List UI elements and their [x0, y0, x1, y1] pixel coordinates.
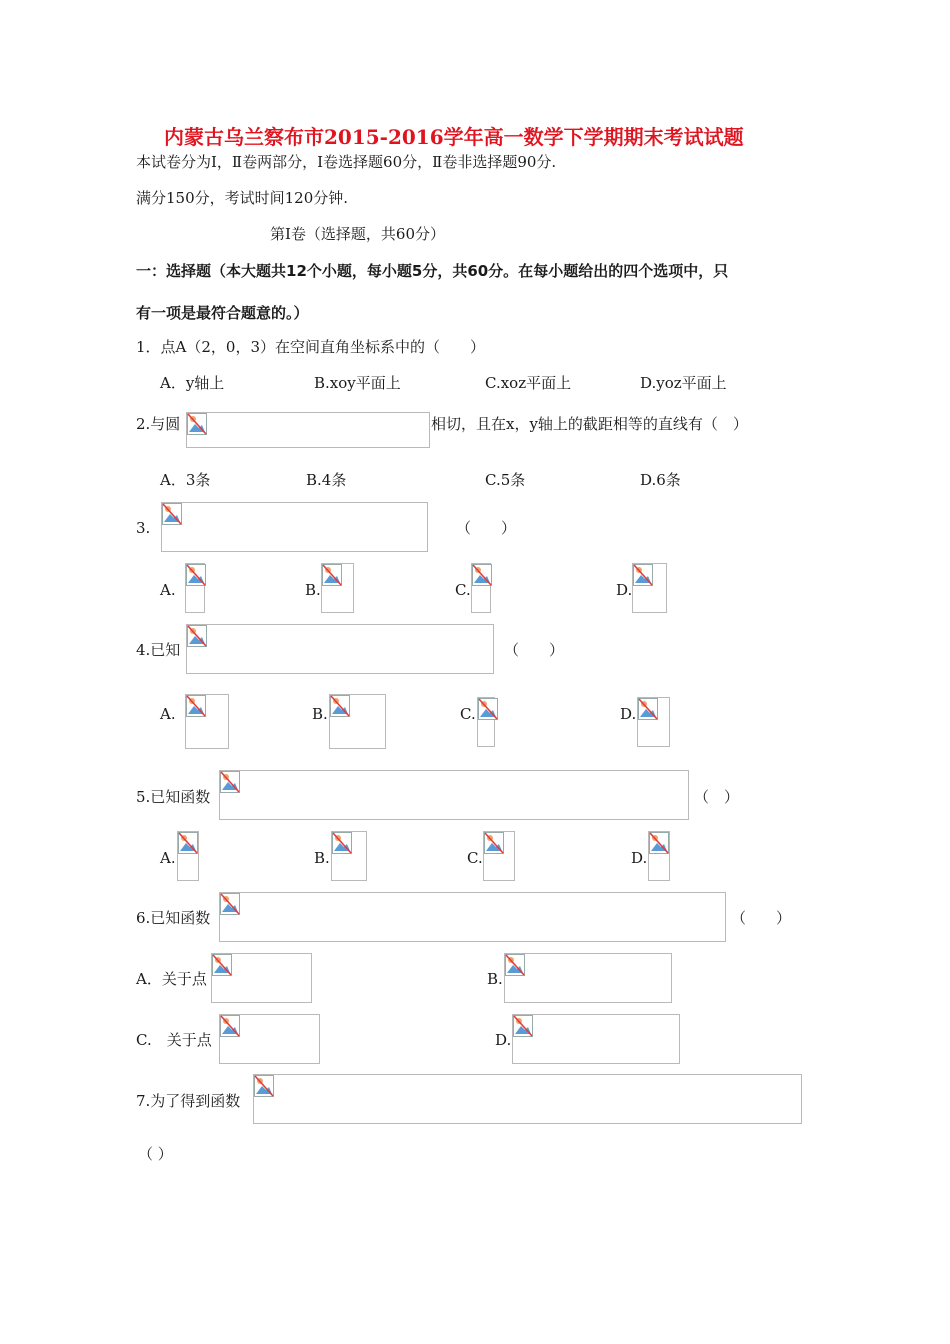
broken-image-icon [330, 695, 350, 717]
question-4-option-a-image [185, 694, 229, 749]
broken-image-icon [322, 564, 342, 586]
question-3-option-b-image [321, 563, 354, 613]
question-6-prefix: 6.已知函数 [136, 909, 211, 927]
broken-image-icon [178, 832, 198, 854]
broken-image-icon [220, 893, 240, 915]
broken-image-icon [478, 698, 498, 720]
question-4-option-c-image [477, 697, 495, 747]
question-6-option-c-image [219, 1014, 320, 1064]
question-6-formula-image [219, 892, 726, 942]
question-3-option-c: C. [455, 581, 471, 599]
question-1-option-a: A．y轴上 [160, 374, 225, 392]
question-6-option-d-image [512, 1014, 680, 1064]
question-2-option-c: C.5条 [485, 471, 526, 489]
question-2-prefix: 2.与圆 [136, 415, 181, 433]
question-1-option-c: C.xoz平面上 [485, 374, 572, 392]
broken-image-icon [505, 954, 525, 976]
question-4-prefix: 4.已知 [136, 641, 181, 659]
question-6-option-b: B. [487, 970, 503, 988]
question-3-option-a: A. [160, 581, 176, 599]
broken-image-icon [638, 698, 658, 720]
question-3-option-d: D. [616, 581, 633, 599]
question-5-option-b: B. [314, 849, 330, 867]
question-7-suffix: （ ） [138, 1145, 173, 1163]
question-6-option-b-image [504, 953, 672, 1003]
document-title: 内蒙古乌兰察布市2015-2016学年高一数学下学期期末考试试题 [164, 125, 744, 149]
section-heading-line-1: 一：选择题（本大题共12个小题，每小题5分，共60分。在每小题给出的四个选项中，只 [136, 262, 729, 280]
question-5-option-c-image [483, 831, 515, 881]
question-5-option-d: D. [631, 849, 648, 867]
question-3-suffix: （ ） [456, 519, 517, 537]
question-2-formula-image [186, 412, 430, 448]
question-4-formula-image [186, 624, 494, 674]
broken-image-icon [513, 1015, 533, 1037]
broken-image-icon [187, 625, 207, 647]
broken-image-icon [187, 413, 207, 435]
question-4-option-a: A. [160, 705, 176, 723]
question-5-option-c: C. [467, 849, 483, 867]
question-4-option-b-image [329, 694, 386, 749]
question-5-prefix: 5.已知函数 [136, 788, 211, 806]
question-3-option-c-image [471, 563, 491, 613]
question-5-option-b-image [331, 831, 367, 881]
question-5-suffix: （ ） [694, 788, 740, 806]
broken-image-icon [254, 1075, 274, 1097]
broken-image-icon [212, 954, 232, 976]
broken-image-icon [472, 564, 492, 586]
question-7-prefix: 7.为了得到函数 [136, 1092, 241, 1110]
section-heading-line-2: 有一项是最符合题意的。） [136, 304, 309, 322]
question-2-option-d: D.6条 [640, 471, 681, 489]
question-7-formula-image [253, 1074, 802, 1124]
question-3-option-a-image [185, 563, 205, 613]
broken-image-icon [186, 695, 206, 717]
broken-image-icon [162, 503, 182, 525]
question-5-option-d-image [648, 831, 670, 881]
broken-image-icon [633, 564, 653, 586]
question-4-suffix: （ ） [504, 641, 565, 659]
question-5-option-a-image [177, 831, 199, 881]
broken-image-icon [220, 1015, 240, 1037]
broken-image-icon [332, 832, 352, 854]
question-1-stem: 1．点A（2，0，3）在空间直角坐标系中的（ ） [136, 338, 486, 356]
question-2-option-a: A．3条 [160, 471, 211, 489]
question-3-prefix: 3. [136, 519, 151, 537]
question-1-option-b: B.xoy平面上 [314, 374, 401, 392]
question-6-option-a: A．关于点 [136, 970, 207, 988]
question-3-option-d-image [632, 563, 667, 613]
intro-line-1: 本试卷分为Ⅰ，Ⅱ卷两部分，Ⅰ卷选择题60分，Ⅱ卷非选择题90分. [136, 153, 557, 171]
part-heading: 第Ⅰ卷（选择题，共60分） [270, 225, 446, 243]
question-3-formula-image [161, 502, 428, 552]
question-4-option-d-image [637, 697, 670, 747]
question-5-option-a: A. [160, 849, 176, 867]
question-1-option-d: D.yoz平面上 [640, 374, 727, 392]
broken-image-icon [186, 564, 206, 586]
question-2-suffix: 相切，且在x，y轴上的截距相等的直线有（ ） [431, 415, 748, 433]
question-2-option-b: B.4条 [306, 471, 347, 489]
broken-image-icon [220, 771, 240, 793]
question-4-option-b: B. [312, 705, 328, 723]
question-6-suffix: （ ） [731, 909, 792, 927]
question-6-option-d: D. [495, 1031, 512, 1049]
question-4-option-c: C. [460, 705, 476, 723]
question-5-formula-image [219, 770, 689, 820]
broken-image-icon [484, 832, 504, 854]
broken-image-icon [649, 832, 669, 854]
question-6-option-c: C. 关于点 [136, 1031, 212, 1049]
question-6-option-a-image [211, 953, 312, 1003]
question-4-option-d: D. [620, 705, 637, 723]
intro-line-2: 满分150分，考试时间120分钟. [136, 189, 349, 207]
question-3-option-b: B. [305, 581, 321, 599]
